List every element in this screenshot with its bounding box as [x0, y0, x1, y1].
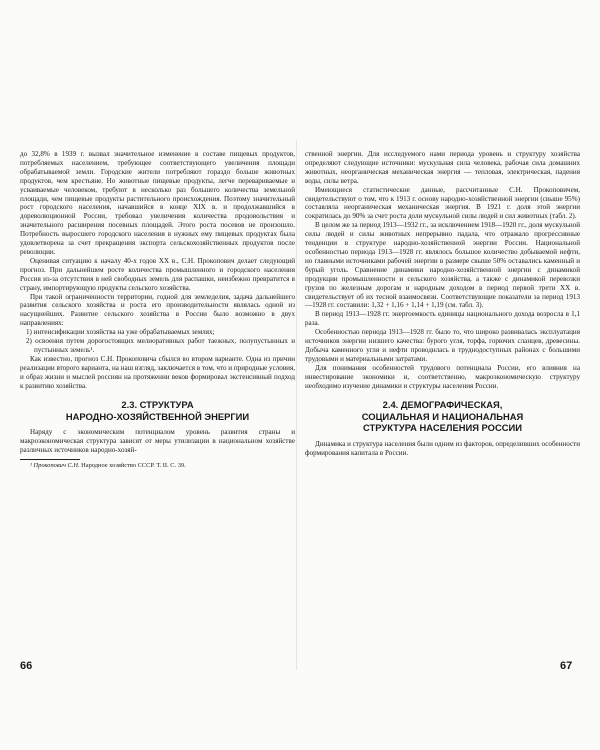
right-paragraph-4: В период 1913—1928 гг. энергоемкость единицы национального дохода возросла в 1,1 раза. — [305, 310, 580, 328]
heading-line: СОЦИАЛЬНАЯ И НАЦИОНАЛЬНАЯ — [361, 410, 524, 422]
right-section-paragraph: Динамика и структура населения были одним из факторов, определивших особенности формирования капитала в России. — [305, 439, 580, 457]
section-heading-2-4 — [305, 399, 580, 434]
heading-line: НАРОДНО-ХОЗЯЙСТВЕННОЙ ЭНЕРГИИ — [65, 410, 250, 422]
left-paragraph-4: Как известно, прогноз С.Н. Прокоповича сбылся во втором варианте. Одна из причин реализации второго варианта, на наш взгляд, заключается в том, что и природные условия, и образ жизни и мыслей россиян на протяжении веков формировал экстенсивный подход к развитию хозяйства. — [20, 354, 295, 390]
list-item: 1) интенсификации хозяйства на уже обрабатываемых землях; — [26, 328, 215, 337]
right-paragraph-5: Особенностью периода 1913—1928 гг. было то, что широко развивалась эксплуатация источников энергии низшего качества: бурого угля, торфа, горючих сланцев, древесины. Добыча каменного угля и нефти проводилась в труднодоступных районах с большими трудовыми и материальными затратами. — [305, 328, 580, 363]
heading-line: 2.3. СТРУКТУРА — [121, 399, 194, 411]
left-paragraph-2: Оценивая ситуацию к началу 40-х годов XX в., С.Н. Прокопович делает следующий прогноз. При дальнейшем росте количества промышленного и городского населения Россия из-за отсутствия в ней свободных земель для распашки, неизбежно превратится в страну, импортирующую продукты сельского хозяйства. — [20, 256, 295, 292]
footnote-author: ¹ Прокопович С.Н. — [30, 462, 80, 470]
heading-line: 2.4. ДЕМОГРАФИЧЕСКАЯ, — [382, 399, 503, 411]
right-page — [305, 150, 580, 458]
directions-list — [20, 328, 295, 355]
heading-line: СТРУКТУРА НАСЕЛЕНИЯ РОССИИ — [363, 422, 522, 434]
page-number-right: 67 — [560, 660, 573, 672]
left-paragraph-3: При такой ограниченности территории, годной для земледелия, задача дальнейшего развития сельского хозяйства и роста его производительности являлась одной из насущнейших. Развитие сельского хозяйства в России было возможно в двух направлениях: — [20, 292, 295, 328]
page-number-left: 66 — [20, 660, 33, 672]
list-item: 2) освоения путем дорогостоящих мелиоративных работ таежных, полупустынных и пустынных земель¹. — [26, 337, 295, 354]
right-paragraph-1: ственной энергии. Для исследуемого нами периода уровень и структуру хозяйства определяют следующие источники: мускульная сила человека, рабочая сила домашних животных, неорганическая механическая энергия — тепловая, электрическая, падения воды, силы ветра. — [305, 150, 580, 185]
right-paragraph-6: Для понимания особенностей трудового потенциала России, его влияния на инвестирование экономики и, соответственно, макроэкономическую структуру необходимо изучение динамики и структуры населения России. — [305, 363, 580, 390]
left-section-paragraph: Наряду с экономическим потенциалом уровень развития страны и макроэкономическая структура зависят от меры утилизации в национальном хозяйстве различных источников народно-хозяй- — [20, 428, 295, 455]
right-paragraph-3: В целом же за период 1913—1932 гг., за исключением 1918—1920 гг., доля мускульной силы людей и силы животных непрерывно падала, что отражало прогрессивные тенденции в структуре народно-хозяйственной энергии России. Национальной особенностью периода 1913—1928 гг. являлось большое количество добываемой нефти, но главными источниками рабочей энергии в размере свыше 50% оставались каменный и бурый уголь. Сравнение динамики народно-хозяйственной энергии с динамикой продукции промышленности и сельского хозяйства, а также с динамикой перевозки грузов по железным дорогам и народным доходом в период первой трети XX в. свидетельствует об их тесной взаимосвязи. Соответствующие показатели за период 1913—1928 гг. составили: 1,32 + 1,16 + 1,14 + 1,19 (см. табл. 3). — [305, 221, 580, 310]
footnote-divider — [20, 459, 80, 460]
book-gutter — [296, 140, 297, 670]
right-paragraph-2: Имеющиеся статистические данные, рассчитанные С.Н. Прокоповичем, свидетельствуют о том, что к 1913 г. основу народно-хозяйственной энергии (свыше 95%) составляла неорганическая механическая энергия. В 1921 г. доля этой энергии сократилась до 90% за счет роста доли мускульной силы людей и сил животных (табл. 2). — [305, 185, 580, 221]
footnote-text: Народное хозяйство СССР. Т. II. С. 39. — [79, 462, 186, 470]
footnote — [20, 462, 295, 470]
left-paragraph-1: до 32,8% в 1939 г. вызвал значительное изменение в составе пищевых продуктов, потребляемых населением, требующее соответствующего увеличения площади обрабатываемой земли. Городские жители потребляют гораздо больше животных продуктов, чем крестьяне. Но животные пищевые продукты, легче перевариваемые и усваиваемые человеком, требуют в несколько раз большего количества земельной площади, чем пищевые продукты растительного происхождения. Поэтому значительный рост городского населения, начавшийся в конце XIX в. и продолжавшийся в дореволюционной России, требовал увеличения количества продовольствия и значительного расширения посевных площадей. Этого роста посевов не произошло. Потребность выросшего городского населения в нужных ему пищевых продуктах была удовлетворена за счет прекращения экспорта сельскохозяйственных продуктов после революции. — [20, 150, 295, 256]
section-heading-2-3 — [20, 399, 295, 422]
left-page — [20, 150, 295, 470]
